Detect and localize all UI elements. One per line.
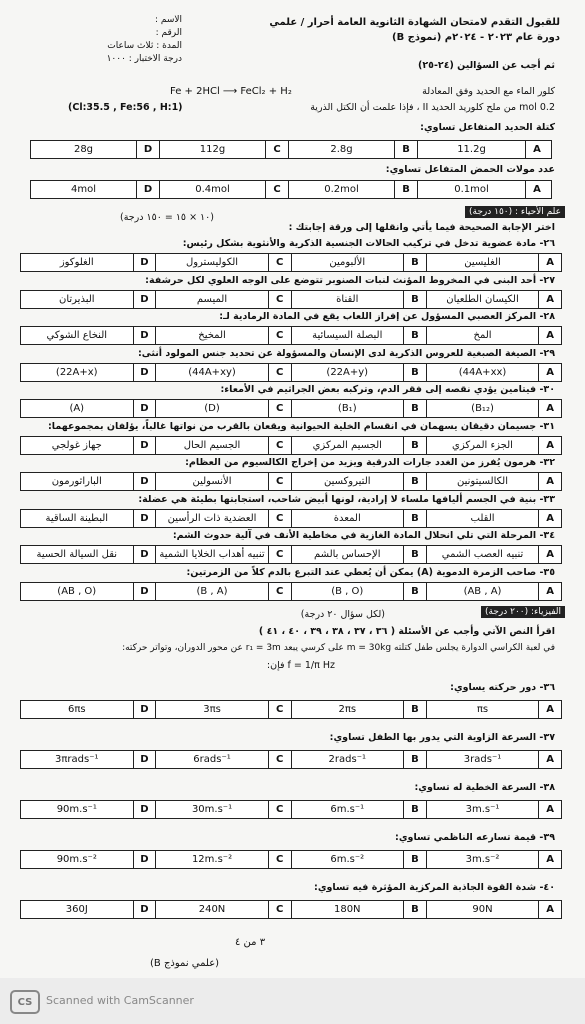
- exam-subtitle: دورة عام ٢٠٢٣ - ٢٠٢٤م (نموذج B): [392, 32, 560, 43]
- option-letter: B: [395, 141, 418, 158]
- phys-question-text: ٣٧- السرعة الزاوية التي يدور بها الطفل تساوي:: [329, 732, 555, 743]
- phys-option-b: 180N: [292, 901, 405, 918]
- bio-option-b: البصلة السيسائية: [292, 327, 405, 344]
- option-letter: B: [404, 327, 427, 344]
- phys-instructions: اقرأ النص الآتي وأجب عن الأسئلة ( ٣٦ ، ٣٧ ، ٣٨ ، ٣٩ ، ٤٠ ، ٤١ ): [258, 626, 555, 637]
- option-letter: A: [546, 439, 555, 451]
- option-letter: B: [404, 510, 427, 527]
- option-letter: B: [404, 364, 427, 381]
- bio-option-d: (22A+x): [21, 364, 134, 381]
- page-number: ٣ من ٤: [235, 937, 266, 948]
- option-letter: A: [546, 904, 555, 915]
- phys-option-b: 6m.s⁻¹: [292, 801, 405, 818]
- bio-options-row: [20, 545, 562, 564]
- phys-text2: f = 1/π Hz فإن:: [266, 660, 335, 671]
- option-letter: A: [546, 403, 555, 414]
- option-letter: A: [546, 366, 555, 378]
- option-letter: A: [546, 549, 555, 560]
- bio-question-text: ٣٣- بنية في الجسم أليافها ملساء لا إرادية، لونها أبيض شاحب، استجابتها بطيئة هي عضلة:: [138, 493, 555, 505]
- option-letter: B: [404, 437, 427, 454]
- phys-option-d: 90m.s⁻¹: [21, 801, 134, 818]
- phys-option-b: 2rads⁻¹: [292, 751, 405, 768]
- phys-options-row: [20, 750, 562, 769]
- option-letter: D: [134, 473, 157, 490]
- option-letter: A: [533, 144, 541, 155]
- bio-option-d: البطينة الساقية: [21, 510, 134, 527]
- bio-options-row: [20, 509, 562, 528]
- phys-option-d: 6πs: [21, 701, 134, 718]
- bio-question-text: ٣٥- صاحب الزمرة الدموية (A) يمكن أن يُعطي عند التبرع بالدم كلاً من الزمرتين:: [186, 566, 555, 578]
- q24-options: [30, 140, 552, 159]
- bio-option-d: الغلوكوز: [21, 254, 134, 271]
- bio-question-text: ٣٤- المرحلة التي تلي انحلال المادة الغازية في مخاطية الأنف في آلية حدوث الشم:: [172, 530, 555, 541]
- option-letter: D: [134, 901, 157, 918]
- option-letter: B: [404, 701, 427, 718]
- phys-option-c: 3πs: [156, 701, 269, 718]
- bio-option-c: (44A+xy): [156, 364, 269, 381]
- bio-options-row: [20, 436, 562, 455]
- q25-text: عدد مولات الحمض المتفاعل تساوي:: [385, 164, 555, 175]
- option-letter: C: [269, 291, 292, 308]
- max-score-label: درجة الاختبار : ١٠٠٠: [106, 54, 182, 64]
- bio-question-text: ٢٨- المركز العصبي المسؤول عن إفراز اللعاب يقع في المادة الرمادية لـ:: [219, 311, 555, 322]
- bio-question-text: ٢٩- الصيغة الصبغية للعروس الذكرية لدى الإنسان والمسؤولة عن تحديد جنس المولود أنثى:: [137, 347, 555, 359]
- option-letter: A: [546, 804, 555, 815]
- option-letter: B: [404, 901, 427, 918]
- bio-options-row: [20, 290, 562, 309]
- bio-option-a: الغليسين: [427, 254, 540, 271]
- option-letter: D: [134, 327, 157, 344]
- phys-options-row: [20, 900, 562, 919]
- bio-option-a: الكالسيتونين: [427, 473, 540, 490]
- model-label: (علمي نموذج B): [150, 958, 220, 969]
- option-letter: B: [404, 254, 427, 271]
- option-letter: D: [134, 546, 157, 563]
- bio-instructions: اختر الإجابة الصحيحة فيما يأتي وانقلها إلى ورقة إجابتك :: [288, 222, 555, 233]
- phys-option-c: 30m.s⁻¹: [156, 801, 269, 818]
- option-letter: B: [404, 801, 427, 818]
- option-letter: D: [134, 801, 157, 818]
- bio-option-a: الجزء المركزي: [427, 437, 540, 454]
- option-letter: A: [546, 330, 555, 341]
- phys-option-a: πs: [427, 701, 540, 718]
- q25-option-d: 4mol: [31, 181, 137, 198]
- q25-option-a: 0.1mol: [418, 181, 526, 198]
- phys-options-row: [20, 700, 562, 719]
- bio-question-text: ٣٢- هرمون يُفرز من الغدد جارات الدرقية ويزيد من إخراج الكالسيوم من العظام:: [185, 457, 555, 468]
- phys-option-c: 240N: [156, 901, 269, 918]
- chem-masses: (Cl:35.5 , Fe:56 , H:1): [68, 102, 183, 113]
- bio-option-b: (B₁): [292, 400, 405, 417]
- q24-option-b: 2.8g: [289, 141, 395, 158]
- q24-option-c: 112g: [160, 141, 266, 158]
- camscanner-logo-icon: CS: [10, 990, 40, 1014]
- bio-option-c: الكوليسترول: [156, 254, 269, 271]
- bio-options-row: [20, 472, 562, 491]
- option-letter: D: [134, 510, 157, 527]
- q25-option-b: 0.2mol: [289, 181, 395, 198]
- bio-option-b: الإحساس بالشم: [292, 546, 405, 563]
- bio-option-d: (AB , O): [21, 583, 134, 600]
- bio-option-c: العضدية ذات الرأسين: [156, 510, 269, 527]
- option-letter: A: [546, 512, 555, 524]
- phys-option-d: 360J: [21, 901, 134, 918]
- chem-line2: 0.2 mol من ملح كلوريد الحديد II ، فإذا علمت أن الكتل الذرية: [310, 102, 555, 113]
- q24-text: كتلة الحديد المتفاعل تساوي:: [420, 122, 555, 133]
- bio-question-text: ٢٦- مادة عضوية تدخل في تركيب الحالات الجنسية الذكرية والأنثوية بشكل رئيس:: [182, 238, 555, 249]
- bio-question-text: ٣٠- فيتامين يؤدي نقصه إلى فقر الدم، وتركبه بعض الجراثيم في الأمعاء:: [220, 384, 555, 395]
- option-letter: C: [269, 701, 292, 718]
- chem-equation: Fe + 2HCl ⟶ FeCl₂ + H₂: [170, 86, 292, 97]
- bio-option-a: (B₁₂): [427, 400, 540, 417]
- q25-options: 4mol D 0.4mol C 0.2mol B 0.1mol A: [30, 180, 552, 199]
- q24-option-a: 11.2g: [418, 141, 526, 158]
- phys-section-tag: الفيزياء: (٢٠٠ درجة): [481, 606, 565, 618]
- phys-text1: في لعبة الكراسي الدوارة يجلس طفل كتلته m = 30kg على كرسي يبعد r₁ = 3m عن محور الدوران، وتواتر حركته:: [122, 643, 555, 653]
- bio-options-row: [20, 326, 562, 345]
- option-letter: C: [269, 510, 292, 527]
- bio-option-b: القناة: [292, 291, 405, 308]
- bio-option-a: القلب: [427, 510, 540, 527]
- bio-option-c: (B , A): [156, 583, 269, 600]
- phys-option-b: 6m.s⁻²: [292, 851, 405, 868]
- duration-label: المدة : ثلاث ساعات: [107, 41, 182, 51]
- bio-option-a: تنبيه العصب الشمي: [427, 546, 540, 563]
- phys-options-row: [20, 800, 562, 819]
- option-letter: D: [134, 437, 157, 454]
- phys-marks: (لكل سؤال ٢٠ درجة): [300, 609, 385, 620]
- bio-option-c: الأنسولين: [156, 473, 269, 490]
- option-letter: A: [546, 585, 555, 597]
- option-letter: C: [269, 400, 292, 417]
- bio-option-b: الألبومين: [292, 254, 405, 271]
- option-letter: A: [546, 293, 555, 305]
- header-info: [62, 14, 182, 66]
- option-letter: A: [546, 754, 555, 765]
- bio-option-b: (22A+y): [292, 364, 405, 381]
- phys-option-d: 3πrads⁻¹: [21, 751, 134, 768]
- bio-options-row: [20, 253, 562, 272]
- option-letter: B: [404, 400, 427, 417]
- bio-option-c: الجسيم الحال: [156, 437, 269, 454]
- option-letter: D: [134, 291, 157, 308]
- bio-options-row: [20, 582, 562, 601]
- q24-option-d: 28g: [31, 141, 137, 158]
- option-letter: A: [546, 257, 555, 268]
- option-letter: C: [269, 901, 292, 918]
- id-label: الرقم :: [155, 28, 182, 38]
- option-letter: C: [269, 364, 292, 381]
- bio-option-b: التيروكسين: [292, 473, 405, 490]
- bio-question-text: ٣١- جسيمان دقيقان يسهمان في انقسام الخلية الحيوانية ويقعان بالقرب من نواتها غالباً، يؤلفان بمجموعهما:: [47, 420, 555, 432]
- phys-option-c: 12m.s⁻²: [156, 851, 269, 868]
- phys-question-text: ٤٠- شدة القوة الجاذبة المركزية المؤثرة فيه تساوي:: [314, 882, 555, 893]
- option-letter: A: [546, 854, 555, 865]
- option-letter: C: [269, 437, 292, 454]
- bio-option-c: (D): [156, 400, 269, 417]
- bio-marks: (١٠ × ١٥ = ١٥٠ درجة): [120, 212, 214, 223]
- option-letter: A: [546, 476, 555, 487]
- bio-options-row: [20, 363, 562, 382]
- bio-option-d: الباراثورمون: [21, 473, 134, 490]
- bio-option-b: المعدة: [292, 510, 405, 527]
- phys-question-text: ٣٩- قيمة تسارعه الناظمي تساوي:: [395, 832, 555, 843]
- exam-title: للقبول التقدم لامتحان الشهادة الثانوية العامة أحرار / علمي: [269, 17, 560, 28]
- bio-option-a: الكيسان الطلعيان: [427, 291, 540, 308]
- option-letter: D: [134, 851, 157, 868]
- option-letter: D: [137, 141, 160, 158]
- option-letter: D: [134, 583, 157, 600]
- option-letter: C: [269, 583, 292, 600]
- option-letter: B: [404, 751, 427, 768]
- name-label: الاسم :: [154, 15, 182, 25]
- phys-question-text: ٣٨- السرعة الخطية له تساوي:: [414, 782, 555, 793]
- phys-option-b: 2πs: [292, 701, 405, 718]
- option-letter: D: [134, 701, 157, 718]
- bio-option-b: الجسيم المركزي: [292, 437, 405, 454]
- bio-section-tag: علم الأحياء : (١٥٠ درجة): [465, 206, 565, 218]
- chem-line1: كلور الماء مع الحديد وفق المعادلة: [422, 86, 555, 97]
- option-letter: C: [269, 254, 292, 271]
- option-letter: D: [134, 254, 157, 271]
- option-letter: C: [266, 141, 289, 158]
- bio-options-row: [20, 399, 562, 418]
- scanner-watermark: Scanned with CamScanner: [46, 994, 194, 1007]
- phys-options-row: [20, 850, 562, 869]
- q25-option-c: 0.4mol: [160, 181, 266, 198]
- option-letter: C: [269, 546, 292, 563]
- bio-option-a: (AB , A): [427, 583, 540, 600]
- option-letter: C: [269, 327, 292, 344]
- option-letter: B: [404, 851, 427, 868]
- option-letter: D: [134, 400, 157, 417]
- option-letter: D: [134, 751, 157, 768]
- option-letter: C: [269, 801, 292, 818]
- bio-option-a: المخ: [427, 327, 540, 344]
- phys-question-text: ٣٦- دور حركته يساوي:: [450, 682, 555, 693]
- phys-option-a: 3m.s⁻²: [427, 851, 540, 868]
- option-letter: A: [546, 704, 555, 715]
- bio-option-d: البذيرتان: [21, 291, 134, 308]
- bio-option-a: (44A+xx): [427, 364, 540, 381]
- option-letter: C: [269, 751, 292, 768]
- phys-option-a: 3m.s⁻¹: [427, 801, 540, 818]
- bio-option-c: تنبيه أهداب الخلايا الشمية: [156, 546, 269, 563]
- bio-option-d: (A): [21, 400, 134, 417]
- bio-option-b: (B , O): [292, 583, 405, 600]
- bio-option-c: الميسم: [156, 291, 269, 308]
- bio-option-d: النخاع الشوكي: [21, 327, 134, 344]
- option-letter: B: [404, 473, 427, 490]
- option-letter: C: [269, 473, 292, 490]
- phys-option-a: 90N: [427, 901, 540, 918]
- option-letter: B: [404, 291, 427, 308]
- bio-option-d: نقل السيالة الحسية: [21, 546, 134, 563]
- bio-question-text: ٢٧- أحد البنى في المخروط المؤنث لنبات الصنوبر تتوضع على الوجه العلوي لكل حرشفة:: [145, 274, 555, 286]
- option-letter: D: [134, 364, 157, 381]
- option-letter: B: [404, 583, 427, 600]
- phys-option-d: 90m.s⁻²: [21, 851, 134, 868]
- chem-intro: ثم أجب عن السؤالين (٢٤-٢٥): [418, 60, 555, 71]
- phys-option-c: 6rads⁻¹: [156, 751, 269, 768]
- bio-option-c: المخيخ: [156, 327, 269, 344]
- option-letter: B: [404, 546, 427, 563]
- bio-option-d: جهاز غولجي: [21, 437, 134, 454]
- option-letter: C: [269, 851, 292, 868]
- phys-option-a: 3rads⁻¹: [427, 751, 540, 768]
